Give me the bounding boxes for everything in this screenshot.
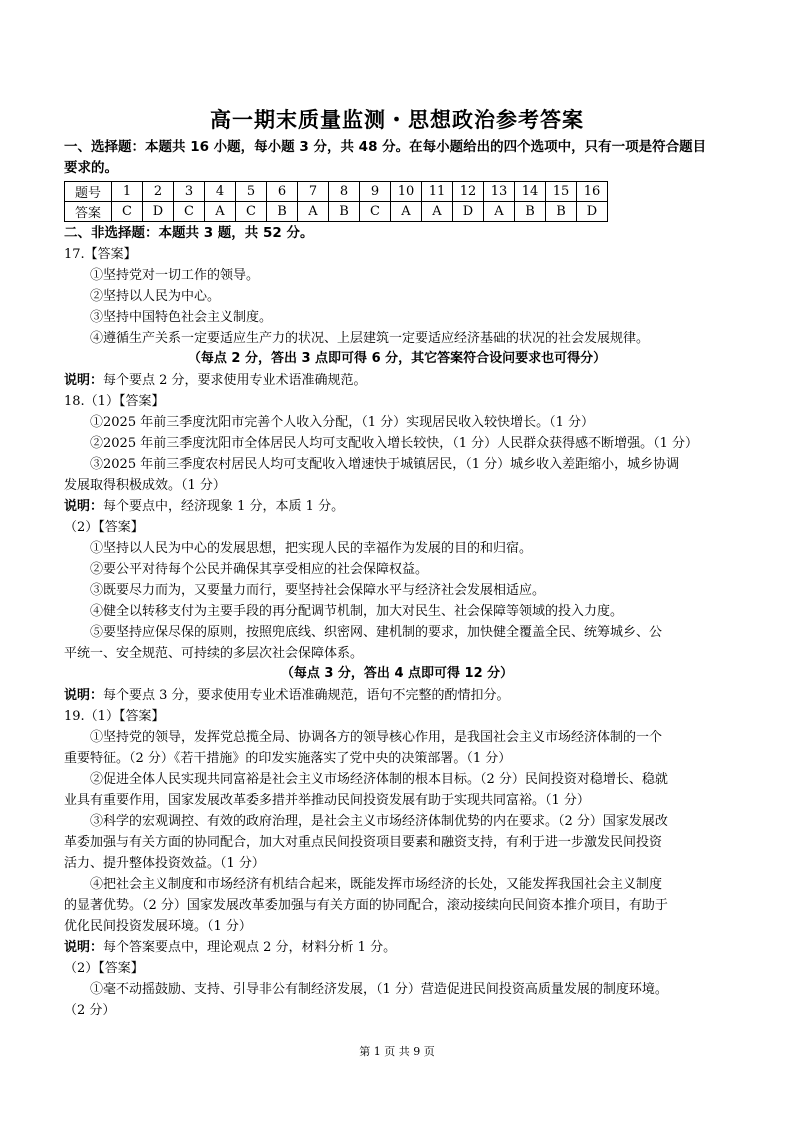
answer-cell: C bbox=[174, 202, 205, 222]
answer-table bbox=[64, 181, 608, 222]
q18-part1-note bbox=[64, 497, 344, 517]
answer-cell: C bbox=[112, 202, 143, 222]
q19-part1-point-3: ③科学的宏观调控、有效的政府治理，是社会主义市场经济体制优势的内在要求。（2 分）国家发展改 bbox=[90, 814, 668, 829]
q18-part2-note bbox=[64, 686, 510, 706]
number-cell: 6 bbox=[267, 182, 298, 202]
q19-part1-point-1-cont: 重要特征。（2 分）《若干措施》的印发实施落实了党中央的决策部署。（1 分） bbox=[64, 751, 512, 766]
number-cell: 3 bbox=[174, 182, 205, 202]
section1-heading-line1: 一、选择题：本题共 16 小题，每小题 3 分，共 48 分。在每小题给出的四个选项中，只有一项是符合题目 bbox=[64, 139, 707, 155]
note-text: 每个要点 3 分，要求使用专业术语准确规范，语句不完整的酌情扣分。 bbox=[103, 688, 510, 703]
q18-part2-point-4: ④健全以转移支付为主要手段的再分配调节机制，加大对民生、社会保障等领域的投入力度。 bbox=[90, 604, 624, 619]
q19-part1-point-4: ④把社会主义制度和市场经济有机结合起来，既能发挥市场经济的长处，又能发挥我国社会主义制度 bbox=[90, 877, 663, 892]
number-cell: 9 bbox=[360, 182, 391, 202]
q19-part2-point-1-cont: （2 分） bbox=[64, 1003, 116, 1018]
q19-part1-point-3-cont-2: 活力、提升整体投资效益。（1 分） bbox=[64, 856, 265, 871]
number-cell: 14 bbox=[515, 182, 546, 202]
note-text: 每个答案要点中，理论观点 2 分，材料分析 1 分。 bbox=[103, 940, 397, 955]
number-cell: 7 bbox=[298, 182, 329, 202]
q18-part1-point-3: ③2025 年前三季度农村居民人均可支配收入增速快于城镇居民，（1 分）城乡收入差距缩小，城乡协调 bbox=[90, 457, 680, 472]
q18-part1-point-1: ①2025 年前三季度沈阳市完善个人收入分配，（1 分）实现居民收入较快增长。（1 分） bbox=[90, 415, 595, 430]
answer-cell: B bbox=[515, 202, 546, 222]
answer-cell: D bbox=[143, 202, 174, 222]
number-cell: 8 bbox=[329, 182, 360, 202]
row-label-answer: 答案 bbox=[65, 202, 112, 222]
answer-cell: D bbox=[577, 202, 608, 222]
q17-point-3: ③坚持中国特色社会主义制度。 bbox=[90, 310, 273, 325]
q18-part1-point-2: ②2025 年前三季度沈阳市全体居民人均可支配收入增长较快，（1 分）人民群众获得感不断增强。（1 分） bbox=[90, 436, 699, 451]
q18-part2-label: （2）【答案】 bbox=[64, 520, 144, 535]
number-cell: 15 bbox=[546, 182, 577, 202]
q19-part1-point-1: ①坚持党的领导，发挥党总揽全局、协调各方的领导核心作用，是我国社会主义市场经济体制的一个 bbox=[90, 730, 663, 745]
q17-point-1: ①坚持党对一切工作的领导。 bbox=[90, 268, 260, 283]
q17-score-rule: （每点 2 分，答出 3 点即可得 6 分，其它答案符合设问要求也可得分） bbox=[187, 351, 607, 366]
number-cell: 12 bbox=[453, 182, 484, 202]
number-cell: 11 bbox=[422, 182, 453, 202]
note-label: 说明： bbox=[64, 373, 104, 388]
number-cell: 16 bbox=[577, 182, 608, 202]
q18-score-rule: （每点 3 分，答出 4 点即可得 12 分） bbox=[280, 666, 514, 681]
q18-part1-label: 18.（1）【答案】 bbox=[64, 394, 165, 409]
number-cell: 5 bbox=[236, 182, 267, 202]
q18-part2-point-2: ②要公平对待每个公民并确保其享受相应的社会保障权益。 bbox=[90, 562, 429, 577]
note-text: 每个要点中，经济现象 1 分，本质 1 分。 bbox=[103, 499, 345, 514]
q18-part2-point-5-cont: 平统一、安全规范、可持续的多层次社会保障体系。 bbox=[64, 646, 364, 661]
q19-part2-label: （2）【答案】 bbox=[64, 961, 144, 976]
q19-part1-note bbox=[64, 938, 396, 958]
q19-part1-label: 19.（1）【答案】 bbox=[64, 709, 165, 724]
q17-note bbox=[64, 371, 367, 391]
answer-cell: B bbox=[329, 202, 360, 222]
note-label: 说明： bbox=[64, 688, 104, 703]
answer-cell: A bbox=[484, 202, 515, 222]
answer-cell: B bbox=[267, 202, 298, 222]
number-cell: 10 bbox=[391, 182, 422, 202]
number-cell: 13 bbox=[484, 182, 515, 202]
q19-part1-point-4-cont-1: 的显著优势。（2 分）国家发展改革委加强与有关方面的协同配合，滚动接续向民间资本推介项目，有助于 bbox=[64, 898, 668, 913]
number-cell: 4 bbox=[205, 182, 236, 202]
answer-cell: D bbox=[453, 202, 484, 222]
q18-part1-point-3-cont: 发展取得积极成效。（1 分） bbox=[64, 478, 226, 493]
note-label: 说明： bbox=[64, 499, 104, 514]
answer-cell: A bbox=[422, 202, 453, 222]
answer-row bbox=[65, 202, 608, 222]
q19-part1-point-3-cont-1: 革委加强与有关方面的协同配合，加大对重点民间投资项目要素和融资支持，有利于进一步激发民间投资 bbox=[64, 835, 663, 850]
q17-point-2: ②坚持以人民为中心。 bbox=[90, 289, 221, 304]
q18-part2-point-3: ③既要尽力而为，又要量力而行，要坚持社会保障水平与经济社会发展相适应。 bbox=[90, 583, 546, 598]
row-label-number: 题号 bbox=[65, 182, 112, 202]
q19-part1-point-4-cont-2: 优化民间投资发展环境。（1 分） bbox=[64, 919, 252, 934]
number-cell: 2 bbox=[143, 182, 174, 202]
note-label: 说明： bbox=[64, 940, 104, 955]
q17-point-4: ④遵循生产关系一定要适应生产力的状况、上层建筑一定要适应经济基础的状况的社会发展规律。 bbox=[90, 331, 650, 346]
question-number-row bbox=[65, 182, 608, 202]
answer-cell: B bbox=[546, 202, 577, 222]
q17-label: 17.【答案】 bbox=[64, 247, 137, 262]
q19-part2-point-1: ①毫不动摇鼓励、支持、引导非公有制经济发展，（1 分）营造促进民间投资高质量发展的制度环境。 bbox=[90, 982, 668, 997]
page-title: 高一期末质量监测・思想政治参考答案 bbox=[210, 108, 584, 132]
answer-cell: A bbox=[298, 202, 329, 222]
q18-part2-point-5: ⑤要坚持应保尽保的原则，按照兜底线、织密网、建机制的要求，加快健全覆盖全民、统筹城乡、公 bbox=[90, 625, 663, 640]
q19-part1-point-2-cont: 业具有重要作用，国家发展改革委多措并举推动民间投资发展有助于实现共同富裕。（1 分） bbox=[64, 793, 590, 808]
section1-heading-line2: 要求的。 bbox=[64, 160, 118, 176]
q19-part1-point-2: ②促进全体人民实现共同富裕是社会主义市场经济体制的根本目标。（2 分）民间投资对稳增长、稳就 bbox=[90, 772, 668, 787]
page-footer: 第 1 页 共 9 页 bbox=[359, 1045, 435, 1058]
answer-cell: C bbox=[236, 202, 267, 222]
answer-cell: A bbox=[205, 202, 236, 222]
answer-cell: A bbox=[391, 202, 422, 222]
answer-cell: C bbox=[360, 202, 391, 222]
q18-part2-point-1: ①坚持以人民为中心的发展思想，把实现人民的幸福作为发展的目的和归宿。 bbox=[90, 541, 533, 556]
note-text: 每个要点 2 分，要求使用专业术语准确规范。 bbox=[103, 373, 367, 388]
number-cell: 1 bbox=[112, 182, 143, 202]
section2-heading: 二、非选择题：本题共 3 题，共 52 分。 bbox=[64, 225, 314, 241]
